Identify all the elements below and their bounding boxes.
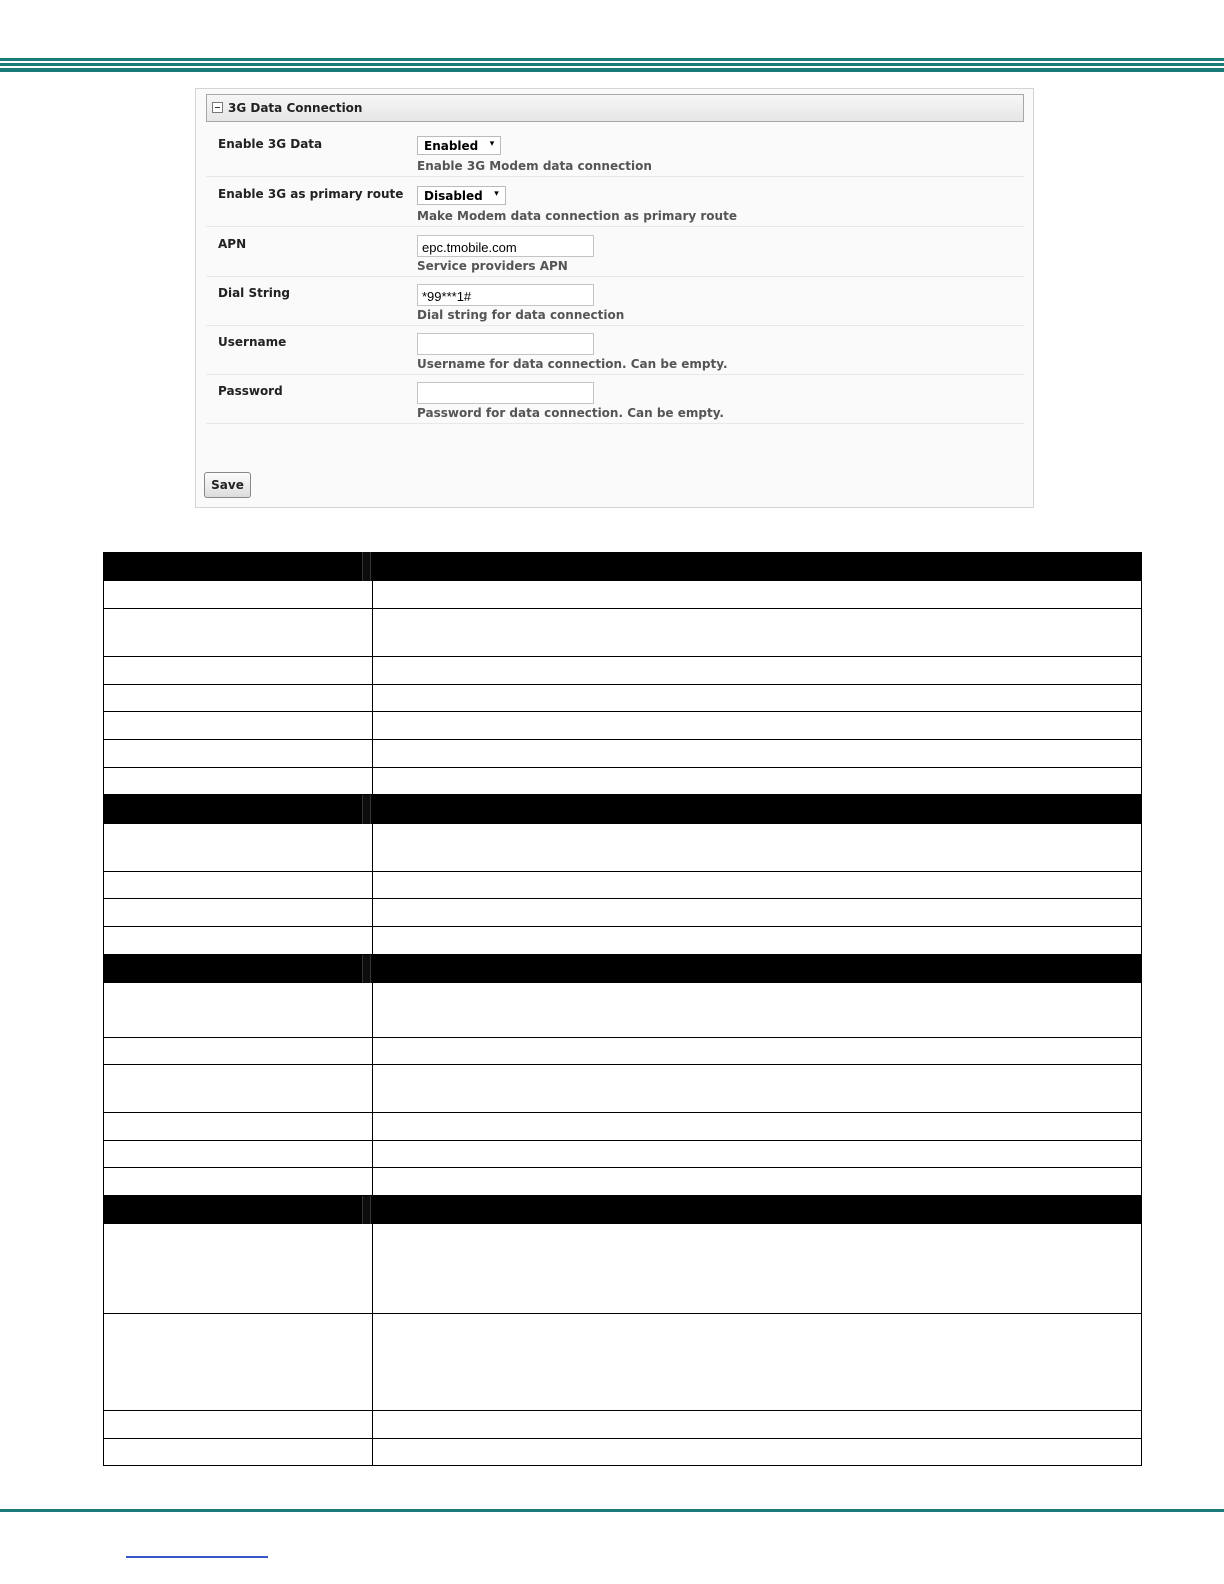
dial-string-input[interactable] — [417, 284, 594, 306]
enable-3g-select[interactable] — [417, 136, 501, 155]
field-help: Enable 3G Modem data connection — [417, 159, 652, 173]
row-apn — [206, 227, 1024, 277]
table-header-row — [103, 1196, 1142, 1224]
table-row — [103, 927, 1142, 955]
primary-route-select[interactable] — [417, 186, 506, 205]
caret-down-icon: ▾ — [494, 189, 499, 199]
select-value: Enabled — [424, 139, 479, 153]
field-label: Enable 3G Data — [218, 137, 323, 151]
table-row — [103, 581, 1142, 609]
table-row — [103, 899, 1142, 927]
field-help: Make Modem data connection as primary route — [417, 209, 737, 223]
row-primary-route — [206, 177, 1024, 227]
row-dial-string — [206, 276, 1024, 326]
table-row — [103, 1141, 1142, 1168]
top-rule — [0, 58, 1224, 72]
section-header[interactable] — [206, 94, 1024, 122]
table-row — [103, 685, 1142, 712]
table-row — [103, 740, 1142, 768]
table-row — [103, 872, 1142, 899]
field-label: Password — [218, 384, 283, 398]
table-row — [103, 1113, 1142, 1141]
table-row — [103, 768, 1142, 795]
table-row — [103, 983, 1142, 1038]
password-input[interactable] — [417, 382, 594, 404]
table-row — [103, 1314, 1142, 1411]
field-help: Dial string for data connection — [417, 308, 625, 322]
table-row — [103, 824, 1142, 872]
apn-input[interactable] — [417, 235, 594, 257]
select-value: Disabled — [424, 189, 483, 203]
save-button[interactable]: Save — [204, 472, 251, 498]
caret-down-icon: ▾ — [489, 139, 495, 149]
table-row — [103, 1411, 1142, 1439]
minus-box-icon[interactable] — [212, 102, 223, 113]
field-label: Enable 3G as primary route — [218, 187, 404, 201]
table-row — [103, 1439, 1142, 1466]
footer-link-underline[interactable] — [126, 1556, 268, 1558]
row-enable-3g — [206, 127, 1024, 177]
table-row — [103, 1038, 1142, 1065]
table-row — [103, 1168, 1142, 1196]
field-help: Password for data connection. Can be empty. — [417, 406, 724, 420]
field-help: Service providers APN — [417, 259, 568, 273]
table-row — [103, 1224, 1142, 1314]
table-row — [103, 609, 1142, 657]
config-panel — [195, 88, 1034, 508]
table-header-row — [103, 552, 1142, 581]
table-row — [103, 712, 1142, 740]
table-header-row — [103, 955, 1142, 983]
username-input[interactable] — [417, 333, 594, 355]
field-help: Username for data connection. Can be empty. — [417, 357, 728, 371]
row-username — [206, 325, 1024, 375]
bottom-rule — [0, 1509, 1224, 1512]
row-password — [206, 374, 1024, 424]
section-title: 3G Data Connection — [228, 101, 363, 115]
field-label: APN — [218, 237, 247, 251]
table-row — [103, 1065, 1142, 1113]
field-label: Username — [218, 335, 287, 349]
field-label: Dial String — [218, 286, 291, 300]
table-row — [103, 657, 1142, 685]
table-header-row — [103, 795, 1142, 824]
